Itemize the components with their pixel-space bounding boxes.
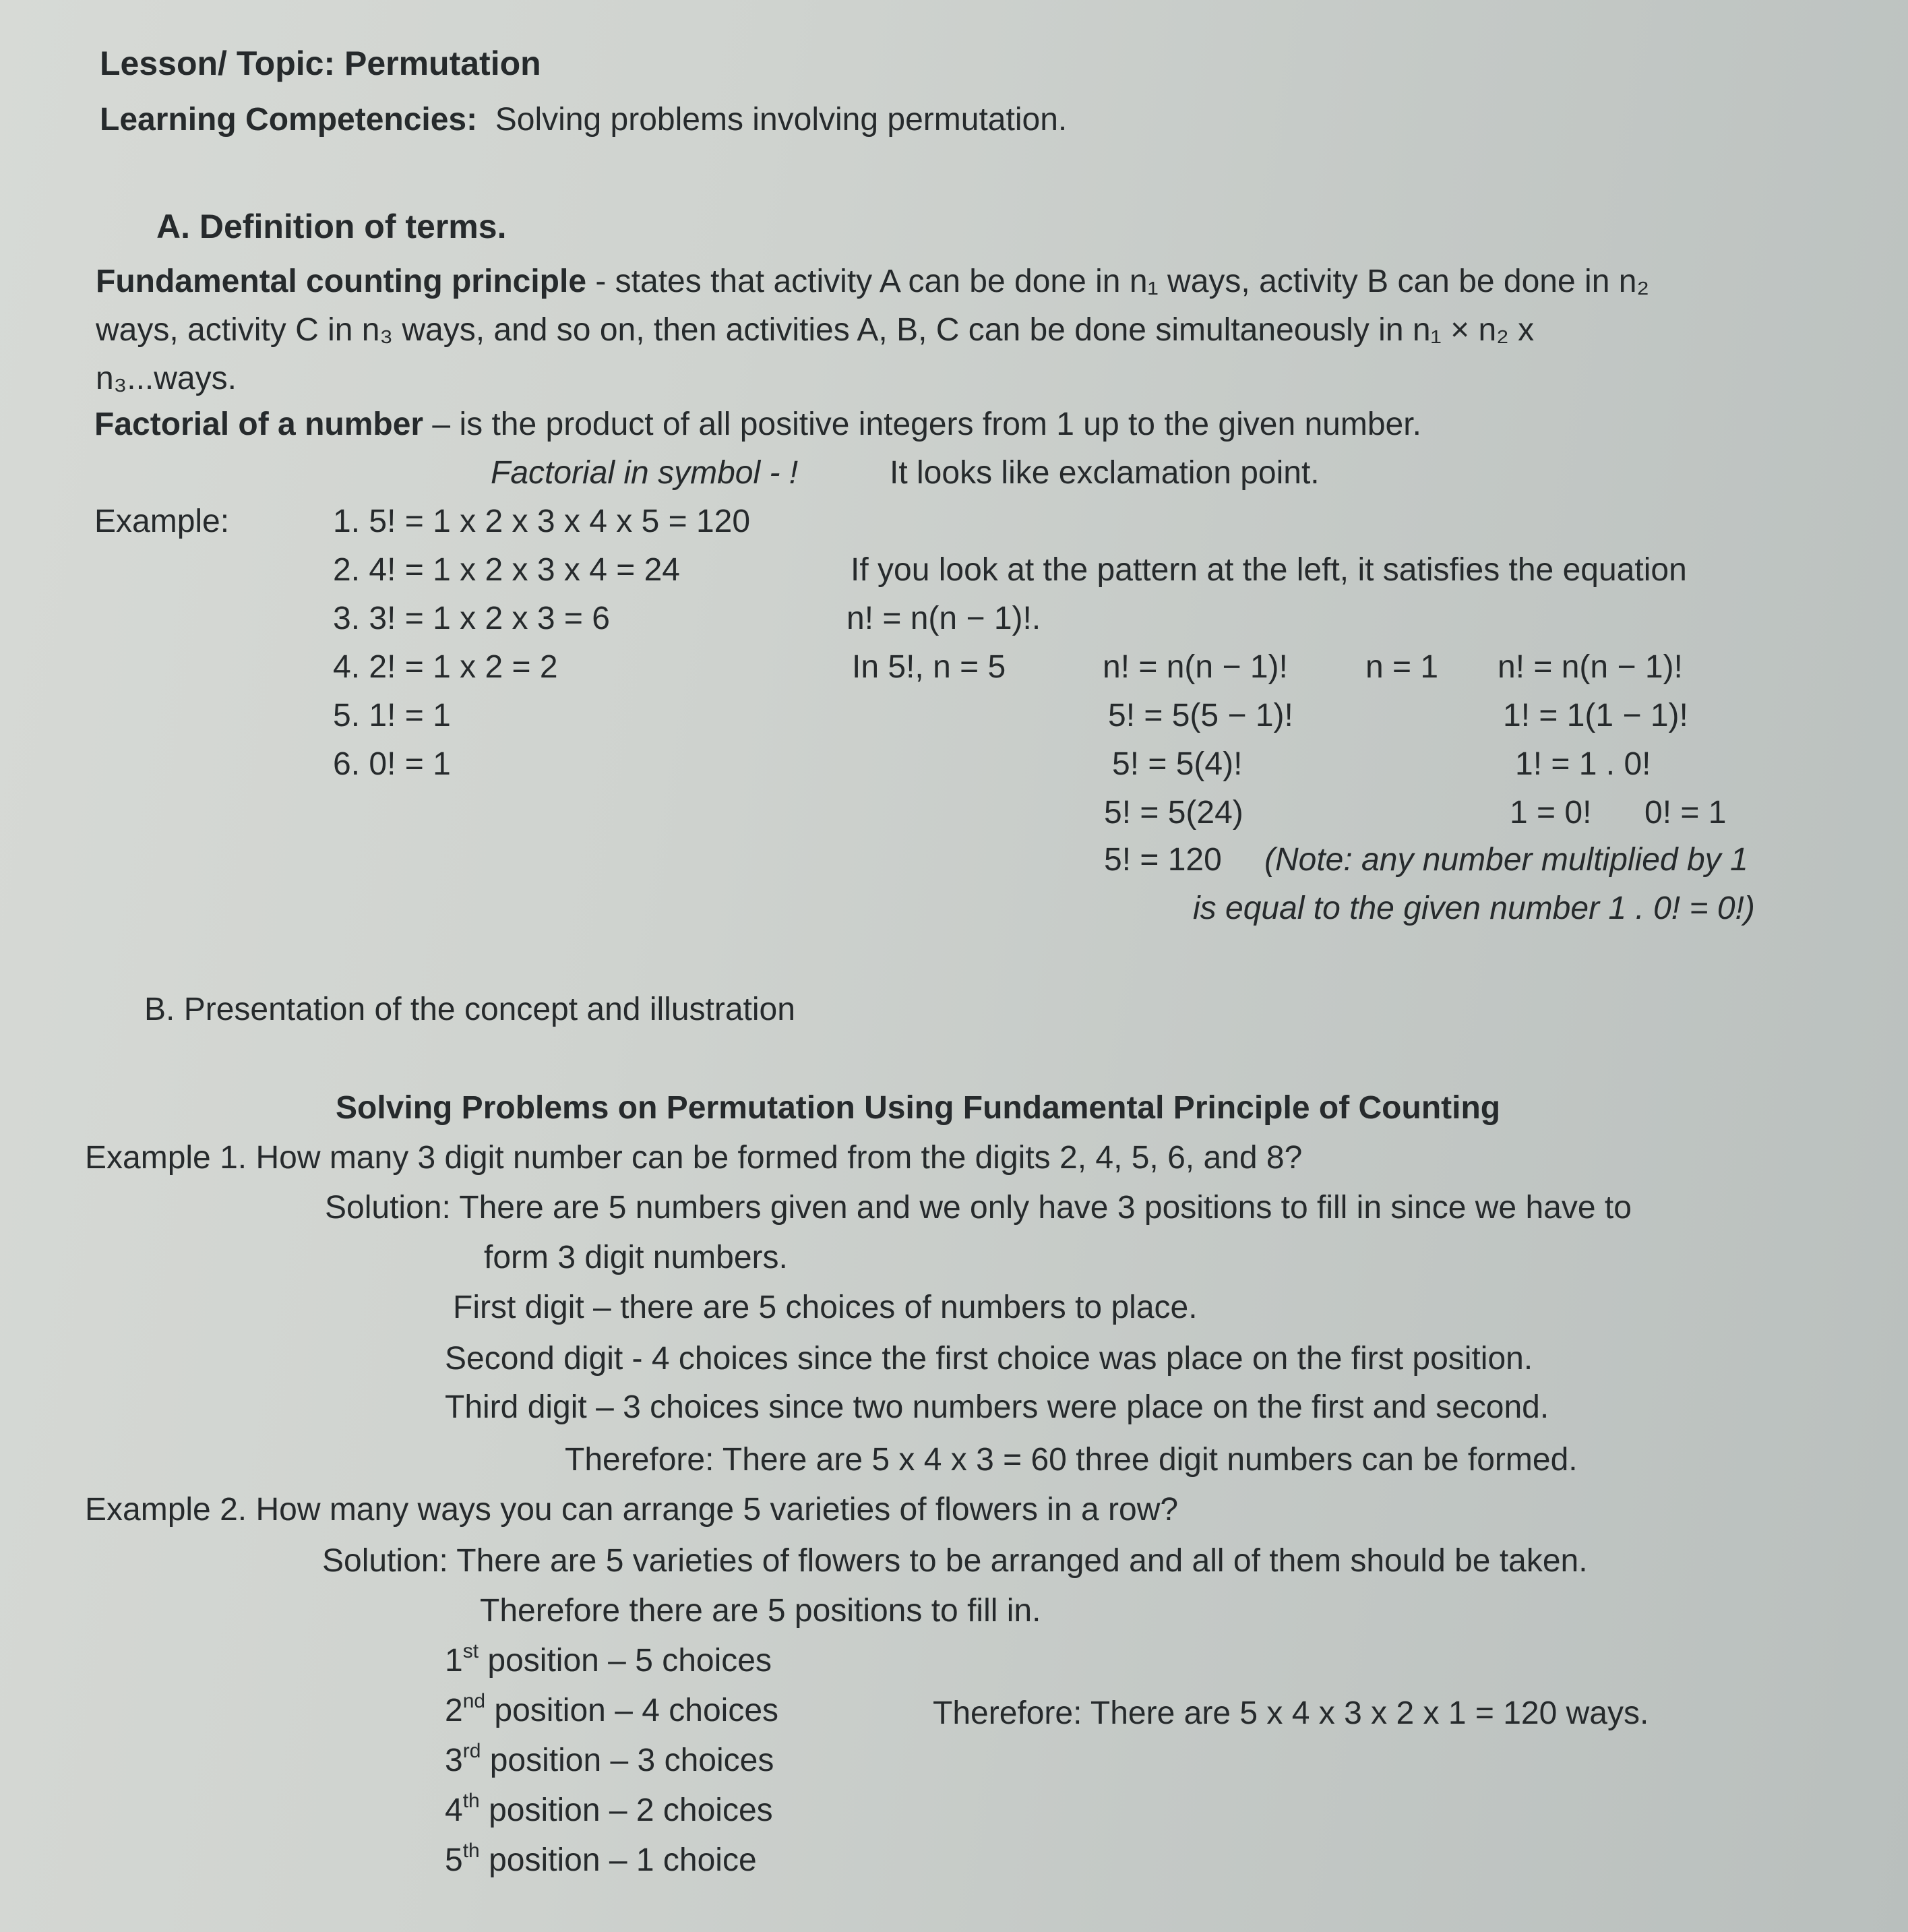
example-item: 5. 1! = 1 [333, 698, 451, 733]
position-item: 2nd position – 4 choices [445, 1690, 779, 1728]
in-5-factorial: In 5!, n = 5 [852, 649, 1006, 685]
example2-answer: Therefore: There are 5 x 4 x 3 x 2 x 1 = 120 ways. [933, 1695, 1649, 1731]
fcp-line1-text: - states that activity A can be done in n₁ ways, activity B can be done in n₂ [586, 264, 1650, 299]
note-line1: (Note: any number multiplied by 1 [1264, 842, 1748, 878]
position-item: 1st position – 5 choices [445, 1640, 772, 1679]
position-item: 3rd position – 3 choices [445, 1740, 774, 1778]
derivation-step: n! = n(n − 1)! [1103, 649, 1288, 685]
position-item: 4th position – 2 choices [445, 1790, 773, 1828]
fcp-definition-line1 [96, 262, 1649, 302]
n-equals-1: n = 1 [1365, 649, 1439, 685]
example2-question: Example 2. How many ways you can arrange 5 varieties of flowers in a row? [85, 1492, 1179, 1528]
fcp-definition-line3: n₃...ways. [96, 361, 237, 396]
competencies-label: Learning Competencies: [100, 102, 478, 138]
derivation-step: 1! = 1(1 − 1)! [1503, 698, 1688, 733]
derivation-step: 1 = 0! [1510, 795, 1592, 831]
derivation-step: 5! = 5(5 − 1)! [1108, 698, 1293, 733]
position-item: 5th position – 1 choice [445, 1840, 757, 1878]
derivation-step: 5! = 5(4)! [1112, 746, 1243, 782]
example1-solution-cont: form 3 digit numbers. [484, 1240, 788, 1275]
derivation-step: 5! = 5(24) [1104, 795, 1243, 831]
example1-solution: Solution: There are 5 numbers given and we only have 3 positions to fill in since we have to [325, 1190, 1632, 1226]
derivation-step: 1! = 1 . 0! [1515, 746, 1651, 782]
fcp-definition-line2: ways, activity C in n₃ ways, and so on, then activities A, B, C can be done simultaneously in n₁ × n₂ x [96, 312, 1535, 348]
example2-solution: Solution: There are 5 varieties of flowers to be arranged and all of them should be taken. [322, 1543, 1588, 1579]
pattern-equation: n! = n(n − 1)!. [847, 601, 1041, 636]
competencies-text: Solving problems involving permutation. [495, 102, 1068, 138]
pattern-text: If you look at the pattern at the left, it satisfies the equation [851, 552, 1687, 588]
note-line2: is equal to the given number 1 . 0! = 0!) [1193, 890, 1755, 926]
factorial-symbol-note2: It looks like exclamation point. [890, 455, 1320, 491]
example-item: 2. 4! = 1 x 2 x 3 x 4 = 24 [333, 552, 680, 588]
factorial-def-text: – is the product of all positive integers from 1 up to the given number. [423, 406, 1421, 442]
derivation-step: 5! = 120 [1104, 842, 1222, 878]
example-item: 1. 5! = 1 x 2 x 3 x 4 x 5 = 120 [333, 504, 751, 539]
lesson-title: Lesson/ Topic: Permutation [100, 44, 541, 82]
learning-competencies [100, 100, 1067, 140]
example-item: 4. 2! = 1 x 2 = 2 [333, 649, 558, 685]
example-item: 6. 0! = 1 [333, 746, 451, 782]
fcp-term: Fundamental counting principle [96, 264, 587, 299]
first-digit-text: First digit – there are 5 choices of numbers to place. [453, 1290, 1198, 1325]
third-digit-text: Third digit – 3 choices since two numbers were place on the first and second. [445, 1389, 1549, 1425]
example1-answer: Therefore: There are 5 x 4 x 3 = 60 three digit numbers can be formed. [565, 1442, 1578, 1478]
example1-question: Example 1. How many 3 digit number can be formed from the digits 2, 4, 5, 6, and 8? [85, 1140, 1303, 1176]
example2-solution-cont: Therefore there are 5 positions to fill in. [480, 1593, 1041, 1629]
section-b-heading: B. Presentation of the concept and illustration [144, 992, 795, 1027]
factorial-definition [94, 404, 1421, 445]
factorial-term: Factorial of a number [94, 406, 424, 442]
section-b-subheading: Solving Problems on Permutation Using Fundamental Principle of Counting [336, 1090, 1501, 1126]
example-label: Example: [94, 504, 230, 539]
section-a-heading: A. Definition of terms. [156, 208, 507, 245]
factorial-symbol-note: Factorial in symbol - ! [491, 455, 799, 491]
derivation-step: n! = n(n − 1)! [1498, 649, 1683, 685]
second-digit-text: Second digit - 4 choices since the first choice was place on the first position. [445, 1341, 1533, 1377]
example-item: 3. 3! = 1 x 2 x 3 = 6 [333, 601, 610, 636]
zero-factorial-result: 0! = 1 [1644, 795, 1727, 831]
